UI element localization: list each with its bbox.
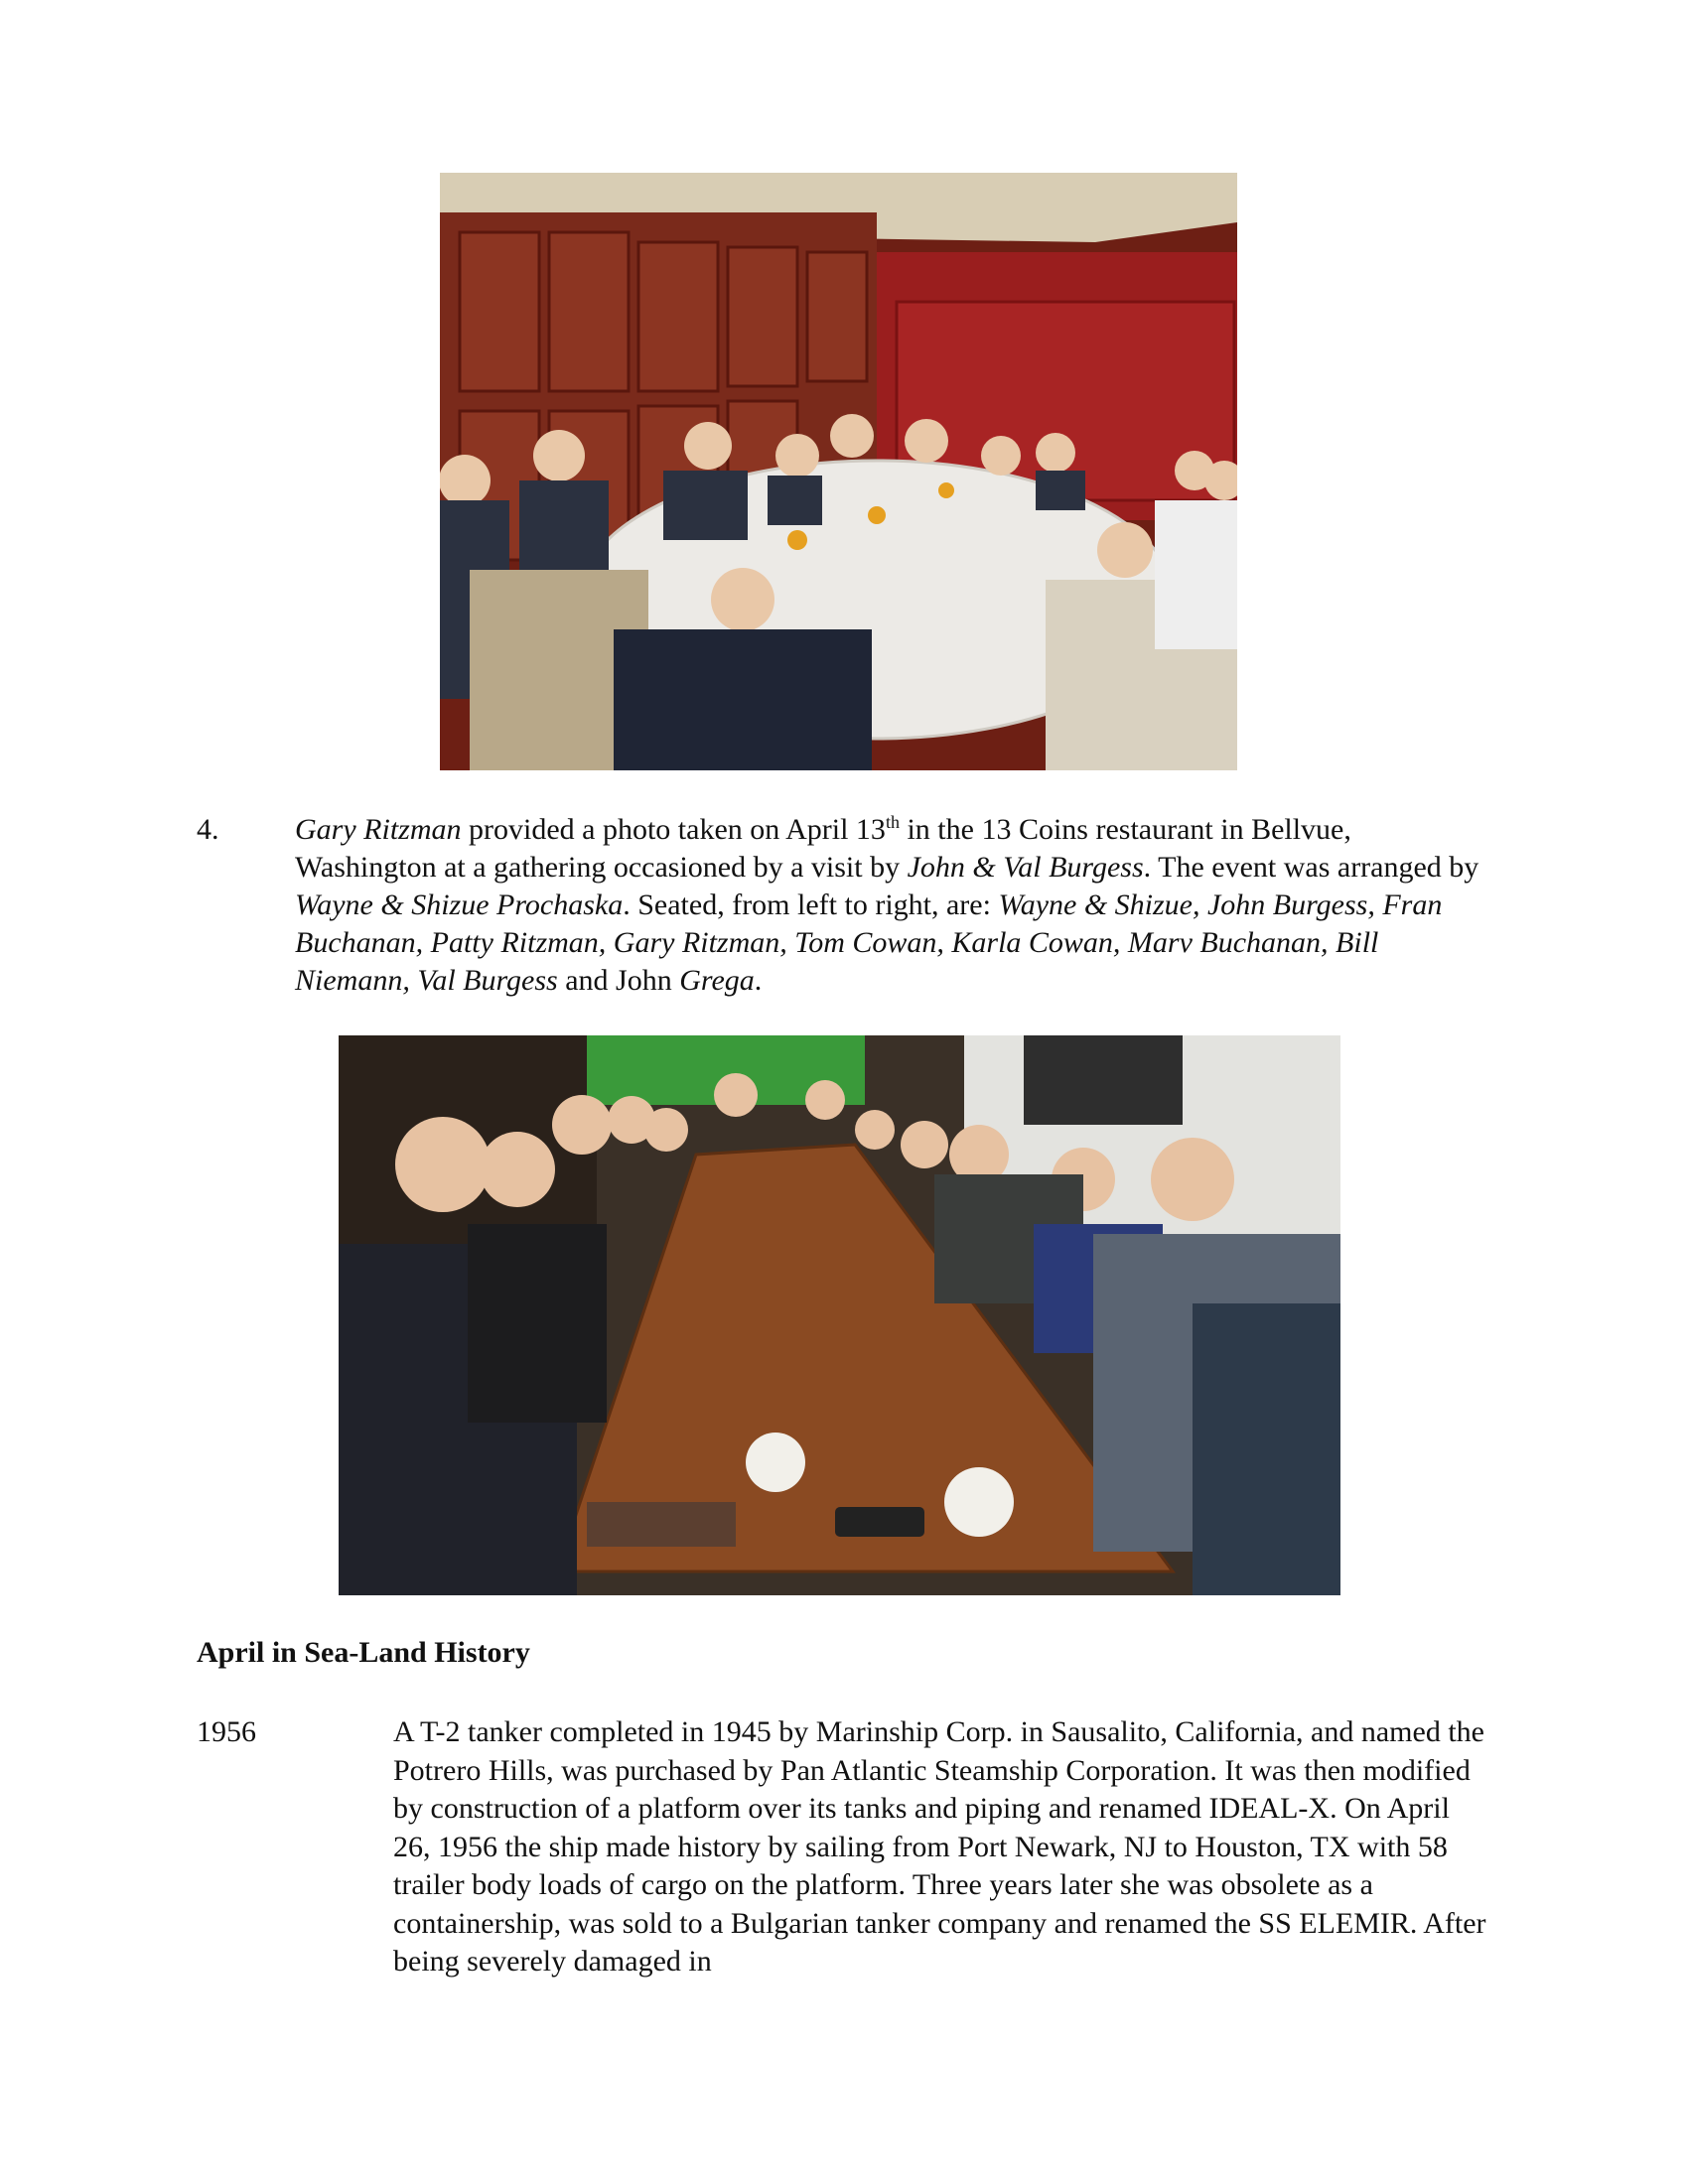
item-4-segment: provided a photo taken on April 13: [461, 813, 886, 846]
restaurant-group-photo-2: [339, 1035, 1340, 1595]
history-heading: April in Sea-Land History: [197, 1636, 530, 1669]
item-4-segment: . The event was arranged by: [1143, 851, 1479, 884]
item-number: 4.: [197, 813, 219, 846]
item-4-segment: Wayne & Shizue, John Burgess, Fran Buchanan, Patty Ritzman, Gary Ritzman, Tom Cowan, Karla Cowan, Marv Buchanan, Bill Niemann, Val Burgess: [295, 888, 1443, 997]
restaurant-group-photo-1: [440, 173, 1237, 770]
item-4-paragraph: [295, 811, 1486, 1000]
item-4-segment: in the 13 Coins restaurant in Bellvue, Washington at a gathering occasioned by a visit by: [295, 813, 1351, 884]
item-4-segment: Gary Ritzman: [295, 813, 462, 846]
item-4-segment: . Seated, from left to right, are:: [623, 888, 999, 921]
item-4-segment: Grega: [679, 964, 755, 997]
item-4-segment: .: [754, 964, 763, 997]
item-4-segment: John & Val Burgess: [907, 851, 1144, 884]
history-year: 1956: [197, 1715, 256, 1748]
item-4-segment: and John: [557, 964, 680, 997]
item-4-segment: Wayne & Shizue Prochaska: [295, 888, 624, 921]
history-paragraph: A T-2 tanker completed in 1945 by Marinship Corp. in Sausalito, California, and named the Potrero Hills, was purchased by Pan Atlantic Steamship Corporation. It was then modified by construction of a platform over its tanks and piping and renamed IDEAL-X. On April 26, 1956 the ship made history by sailing from Port Newark, NJ to Houston, TX with 58 trailer body loads of cargo on the platform. Three years later she was obsolete as a containership, was sold to a Bulgarian tanker company and renamed the SS ELEMIR. After being severely damaged in: [393, 1715, 1486, 1978]
item-4-segment: th: [885, 812, 900, 832]
